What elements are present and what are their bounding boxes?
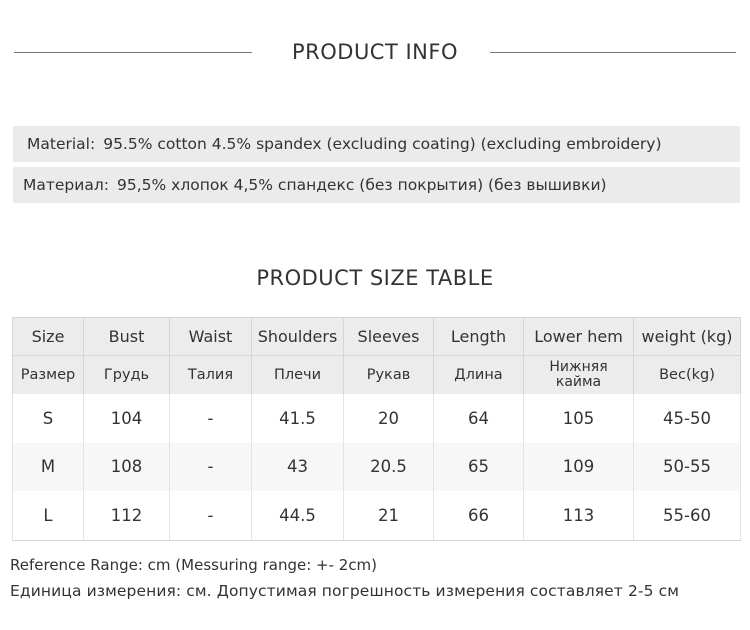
table-cell: 109 (524, 443, 634, 492)
table-row (13, 394, 741, 443)
table-cell: - (170, 394, 252, 443)
header-row-ru (13, 355, 741, 394)
column-header: Length (434, 318, 524, 356)
column-header: Плечи (252, 355, 344, 394)
divider-line (490, 52, 736, 53)
table-cell: - (170, 491, 252, 540)
table-cell: 20 (344, 394, 434, 443)
column-header: Sleeves (344, 318, 434, 356)
material-label: Материал: (23, 176, 109, 194)
column-header: Вес(kg) (634, 355, 741, 394)
column-header: Waist (170, 318, 252, 356)
column-header: Нижняя кайма (524, 355, 634, 394)
column-header: Талия (170, 355, 252, 394)
column-header: Рукав (344, 355, 434, 394)
table-cell: 50-55 (634, 443, 741, 492)
table-cell: 64 (434, 394, 524, 443)
column-header: Размер (13, 355, 84, 394)
reference-range-note: Reference Range: cm (Messuring range: +- 2cm) (10, 556, 378, 574)
divider-line (14, 52, 252, 53)
table-cell: 112 (84, 491, 170, 540)
table-cell: 45-50 (634, 394, 741, 443)
header-row-en (13, 318, 741, 356)
column-header: Грудь (84, 355, 170, 394)
product-info-header (0, 36, 750, 68)
table-cell: M (13, 443, 84, 492)
size-table-title: PRODUCT SIZE TABLE (256, 266, 494, 290)
table-cell: L (13, 491, 84, 540)
size-table (12, 317, 741, 541)
table-cell: 113 (524, 491, 634, 540)
table-cell: 66 (434, 491, 524, 540)
table-cell: 55-60 (634, 491, 741, 540)
table-cell: 65 (434, 443, 524, 492)
table-cell: 44.5 (252, 491, 344, 540)
table-cell: S (13, 394, 84, 443)
material-value: 95,5% хлопок 4,5% спандекс (без покрытия) (без вышивки) (116, 176, 607, 194)
material-value: 95.5% cotton 4.5% spandex (excluding coating) (excluding embroidery) (103, 135, 662, 153)
column-header: Size (13, 318, 84, 356)
table-cell: 20.5 (344, 443, 434, 492)
column-header: weight (kg) (634, 318, 741, 356)
material-row-en (13, 126, 740, 162)
table-row (13, 443, 741, 492)
table-cell: 104 (84, 394, 170, 443)
column-header: Длина (434, 355, 524, 394)
table-cell: - (170, 443, 252, 492)
product-info-title: PRODUCT INFO (291, 40, 458, 64)
size-table-header (0, 262, 750, 294)
column-header: Shoulders (252, 318, 344, 356)
table-row (13, 491, 741, 540)
table-cell: 43 (252, 443, 344, 492)
table-cell: 108 (84, 443, 170, 492)
material-label: Material: (27, 135, 96, 153)
column-header: Bust (84, 318, 170, 356)
column-header: Lower hem (524, 318, 634, 356)
measurement-note-ru: Единица измерения: см. Допустимая погрешность измерения составляет 2-5 см (10, 582, 680, 600)
material-row-ru (13, 167, 740, 203)
table-cell: 105 (524, 394, 634, 443)
table-cell: 41.5 (252, 394, 344, 443)
table-cell: 21 (344, 491, 434, 540)
